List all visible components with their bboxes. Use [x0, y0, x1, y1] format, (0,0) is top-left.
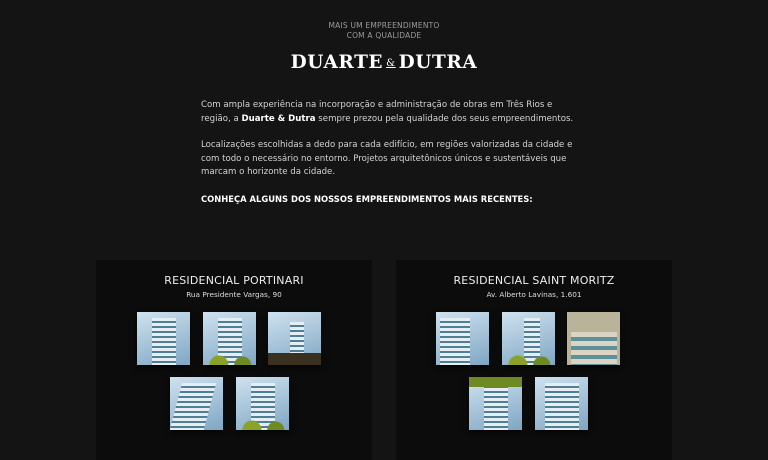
project-address: Rua Presidente Vargas, 90 — [186, 290, 282, 299]
project-photo[interactable] — [469, 377, 522, 430]
logo-left: DUARTE — [290, 52, 384, 73]
brand-logo — [0, 52, 768, 73]
intro-text — [201, 99, 581, 219]
intro-paragraph-1 — [201, 99, 581, 126]
project-photo[interactable] — [170, 377, 223, 430]
project-title: RESIDENCIAL SAINT MORITZ — [453, 274, 615, 287]
project-photo[interactable] — [436, 312, 489, 365]
project-card-portinari — [96, 260, 372, 460]
project-card-saint-moritz — [396, 260, 672, 460]
intro-paragraph-2: Localizações escolhidas a dedo para cada edifício, em regiões valorizadas da cidade e com todo o necessário no entorno. Projetos arquitetônicos únicos e sustentáveis que marcam o horizonte da cidade. — [201, 140, 573, 177]
project-photo[interactable] — [567, 312, 620, 365]
tagline-line-2: COM A QUALIDADE — [346, 31, 422, 40]
project-photo[interactable] — [137, 312, 190, 365]
intro-p1-end: sempre prezou pela qualidade dos seus empreendimentos. — [315, 113, 574, 124]
tagline — [0, 21, 768, 41]
project-photo[interactable] — [268, 312, 321, 365]
project-title: RESIDENCIAL PORTINARI — [164, 274, 304, 287]
project-photo[interactable] — [203, 312, 256, 365]
projects-heading: CONHEÇA ALGUNS DOS NOSSOS EMPREENDIMENTOS MAIS RECENTES: — [201, 193, 533, 204]
project-photo[interactable] — [502, 312, 555, 365]
logo-right: DUTRA — [398, 52, 478, 73]
project-address: Av. Alberto Lavinas, 1.601 — [486, 290, 582, 299]
logo-ampersand: & — [386, 58, 396, 69]
project-photo[interactable] — [535, 377, 588, 430]
intro-brand-bold: Duarte & Dutra — [241, 113, 316, 124]
intro-p1-start: Com ampla experiência na incorporação e administração de obras em Três Rios e região, a — [201, 100, 553, 124]
project-photo[interactable] — [236, 377, 289, 430]
tagline-line-1: MAIS UM EMPREENDIMENTO — [328, 21, 440, 30]
